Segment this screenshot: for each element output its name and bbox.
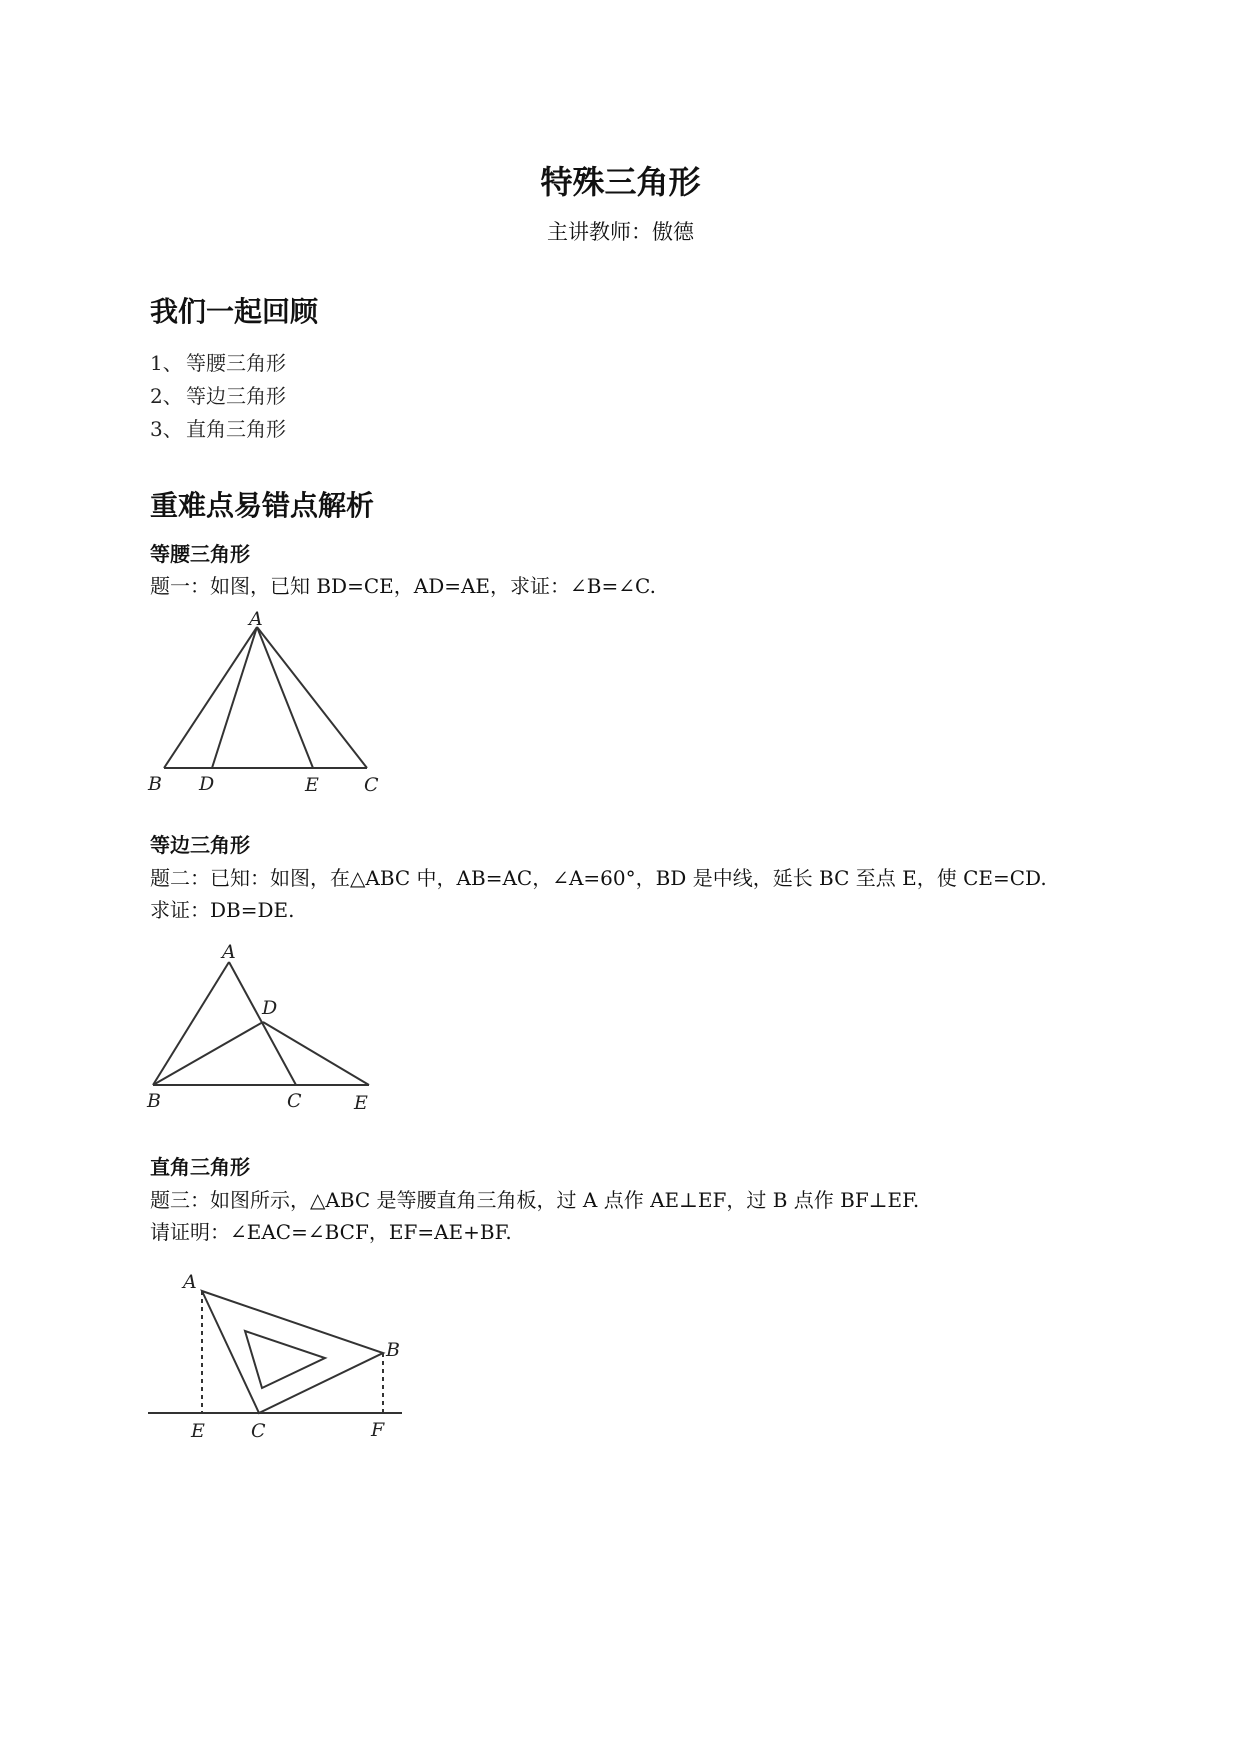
vertex-label-f: F — [371, 1419, 385, 1441]
problem-3-subheading: 直角三角形 — [150, 1155, 250, 1179]
set-square-outer — [202, 1291, 383, 1413]
teacher-line: 主讲教师：傲德 — [547, 220, 694, 244]
problem-3-goal: 请证明：∠EAC=∠BCF，EF=AE+BF. — [150, 1220, 512, 1244]
list-item-label: 直角三角形 — [186, 417, 286, 441]
vertex-label-e: E — [305, 774, 319, 796]
set-square-inner — [245, 1331, 325, 1388]
problem-1-subheading: 等腰三角形 — [150, 542, 250, 566]
problem-2-statement: 题二：已知：如图，在△ABC 中，AB=AC，∠A=60°，BD 是中线，延长 BC 至点 E，使 CE=CD. — [150, 866, 1047, 890]
vertex-label-b: B — [386, 1339, 400, 1361]
review-heading: 我们一起回顾 — [150, 295, 319, 328]
problem-2-subheading: 等边三角形 — [150, 833, 250, 857]
vertex-label-c: C — [364, 774, 379, 796]
problem-3-statement: 题三：如图所示，△ABC 是等腰直角三角板，过 A 点作 AE⊥EF，过 B 点作 BF⊥EF. — [150, 1188, 920, 1212]
vertex-label-d: D — [262, 997, 278, 1019]
vertex-label-c: C — [287, 1090, 302, 1112]
vertex-label-b: B — [148, 773, 162, 795]
analysis-heading: 重难点易错点解析 — [150, 489, 375, 522]
problem-2-goal: 求证：DB=DE. — [150, 898, 295, 922]
document-title: 特殊三角形 — [540, 163, 701, 201]
list-item-number: 3、 — [150, 417, 183, 441]
list-item-number: 1、 — [150, 351, 183, 375]
vertex-label-e: E — [354, 1092, 368, 1114]
vertex-label-e: E — [191, 1420, 205, 1442]
vertex-label-a: A — [183, 1271, 197, 1293]
problem-1-statement: 题一：如图，已知 BD=CE，AD=AE，求证：∠B=∠C. — [150, 574, 656, 598]
vertex-label-b: B — [147, 1090, 161, 1112]
vertex-label-a: A — [249, 608, 263, 630]
vertex-label-d: D — [199, 773, 215, 795]
list-item-label: 等腰三角形 — [186, 351, 286, 375]
list-item-number: 2、 — [150, 384, 183, 408]
vertex-label-c: C — [251, 1420, 266, 1442]
vertex-label-a: A — [222, 941, 236, 963]
list-item-label: 等边三角形 — [186, 384, 286, 408]
